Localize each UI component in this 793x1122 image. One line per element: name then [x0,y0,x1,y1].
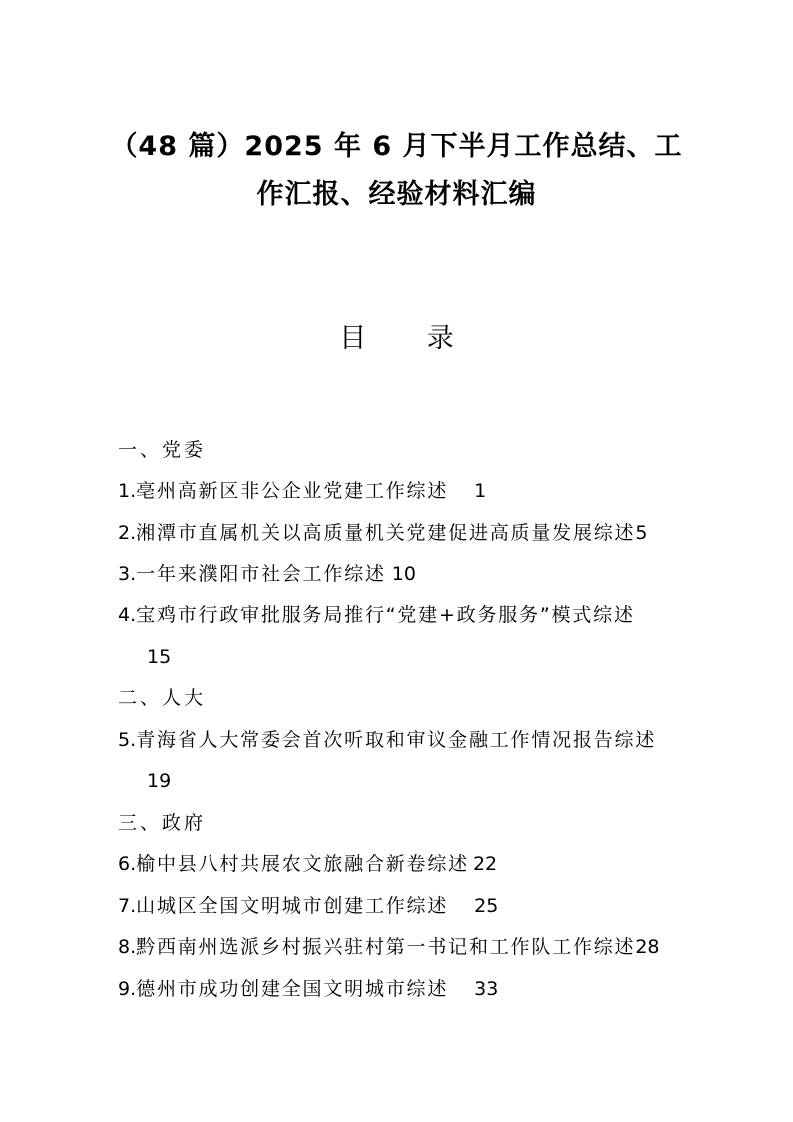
toc-entry-title: 湘潭市直属机关以高质量机关党建促进高质量发展综述 [136,522,636,544]
toc-entry-page: 10 [391,563,416,585]
document-title-line-1: （48 篇）2025 年 6 月下半月工作总结、工 [110,131,683,162]
toc-entry-title: 榆中县八村共展农文旅融合新卷综述 [136,853,469,875]
toc-entry-3[interactable] [118,563,678,585]
toc-entry-page: 5 [635,522,648,544]
toc-entry-4-page-line [147,646,707,668]
toc-entry-number: 8. [118,936,137,958]
toc-entry-number: 5. [118,729,137,751]
toc-entry-page: 25 [474,895,499,917]
toc-entry-title: 青海省人大常委会首次听取和审议金融工作情况报告综述 [136,729,657,751]
toc-entry-1[interactable] [118,480,678,502]
toc-entry-page: 33 [474,978,499,1000]
toc-entry-5[interactable] [118,729,678,751]
toc-entry-number: 4. [118,604,137,626]
toc-entry-number: 1. [118,480,137,502]
toc-entry-page: 28 [635,936,660,958]
document-title-line-2: 作汇报、经验材料汇编 [256,179,537,210]
toc-entry-number: 7. [118,895,137,917]
toc-entry-number: 2. [118,522,137,544]
toc-entry-title: 黔西南州选派乡村振兴驻村第一书记和工作队工作综述 [136,936,636,958]
toc-entry-4[interactable] [118,604,678,626]
toc-entry-page: 15 [147,646,172,668]
toc-entry-2[interactable] [118,522,678,544]
toc-entry-number: 3. [118,563,137,585]
toc-section-party-committee: 一、党委 [118,439,207,461]
toc-entry-title: 一年来濮阳市社会工作综述 [136,563,386,585]
toc-entry-title: 宝鸡市行政审批服务局推行“党建+政务服务”模式综述 [136,604,635,626]
toc-entry-number: 9. [118,978,137,1000]
toc-section-peoples-congress: 二、人大 [118,687,207,709]
toc-entry-page: 19 [147,770,172,792]
toc-section-government: 三、政府 [118,812,207,834]
toc-entry-page: 1 [474,480,487,502]
toc-entry-8[interactable] [118,936,678,958]
toc-entry-title: 山城区全国文明城市创建工作综述 [136,895,449,917]
toc-entry-number: 6. [118,853,137,875]
toc-entry-title: 亳州高新区非公企业党建工作综述 [136,480,449,502]
toc-entry-9[interactable] [118,978,678,1000]
toc-entry-5-page-line [147,770,707,792]
toc-entry-page: 22 [472,853,498,875]
toc-entry-title: 德州市成功创建全国文明城市综述 [136,978,449,1000]
toc-heading: 目 录 [339,323,480,354]
toc-entry-7[interactable] [118,895,678,917]
toc-entry-6[interactable] [118,853,678,875]
